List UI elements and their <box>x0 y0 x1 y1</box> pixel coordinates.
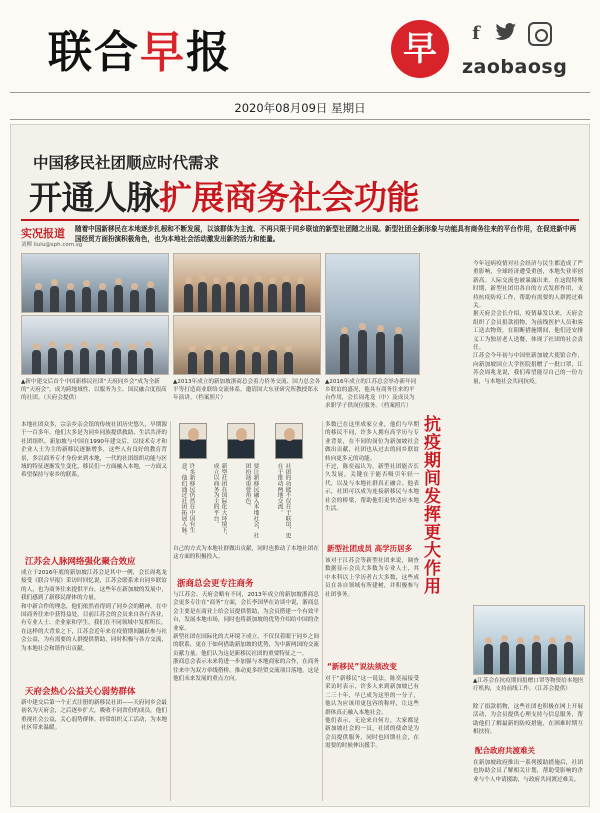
column-3d-text: 对于“新移民”这一说法，陈奕福接受采访时表示，许多人来到新加坡已有二三十年，早已成为这里的一分子，他认为应该用更包容的称呼，让这些群体真正融入本地社会。 <box>325 676 419 716</box>
section-label: 实况报道 <box>21 227 65 240</box>
column-4e-text: 在新加坡政府推出一系列援助措施后，社团也协助会员了解相关计划，帮助受影响的企业与个人申请援助，与政府共同渡过难关。 <box>473 760 583 783</box>
headshot-li <box>275 423 303 459</box>
article-column-4c <box>473 759 583 803</box>
pull-quote-4: 社团的功能不仅在于联谊，更在于推动两地交流。 <box>276 463 290 539</box>
pull-quote-1: 许多新移民仍然在中国有生意，他们通过社团拓展人脉。 <box>180 463 194 539</box>
masthead-divider <box>10 92 590 93</box>
photo-caption-donation: ▲江苏会在抗疫期间捐赠口罩等物资给本地医疗机构，支持前线工作。（江苏会提供） <box>473 678 584 692</box>
zaobao-badge-icon[interactable]: 早 <box>391 20 449 78</box>
article-column-4b <box>473 703 583 743</box>
pull-quote-3: 要让新移民融入本地社会，社团扮演重要角色。 <box>244 463 258 539</box>
pull-quote-2: 新型社团在国际化大环境下，成立以商务为主的平台。 <box>212 463 226 539</box>
column-4b-text: 据天府会会长介绍，疫情暴发以来，天府会组织了会员捐款捐物，为前线医护人员和客工送去物资，在阻断措施期间，他们还安排义工为独居老人送餐，体现了社团的社会责任。 <box>473 311 583 352</box>
column-1c-text: 和中新合作的理念，他们依然看得到了同乡会的精神，在中国商务往来中获得益处。目前江苏会的会员来自各行各业，有专业人士、企业家和学生，我们在不同领域中发挥所长。 <box>21 603 167 627</box>
publication-date: 2020年08月09日 星期日 <box>234 101 366 115</box>
column-4a-text: 今年冠病疫情对社会经济与民生都造成了严重影响，全球经济遭受重创，本地失业率创新高。人际交流也被暴露出来。在这段特殊时期，新型社团用各自的方式发挥作用，支持抗疫防疫工作，帮助有需要的人群渡过难关。 <box>473 261 583 310</box>
masthead <box>0 0 600 92</box>
article-headline <box>29 172 419 219</box>
logo-text-2: 报 <box>186 27 232 78</box>
instagram-icon[interactable] <box>528 22 552 46</box>
column-1-text: 本地社团众多，宗亲乡亲会馆的传统社团历史悠久，早期源于一百多年，他们大多是为同乡同族提供救助、生活共济的社团组织。新加坡与中国在1990年建交后，以技术专才和企业人士为主的新移民逐渐增多，这些人有良好的教育背景，多以商务专才身份来到本地，一代的社团组织功能与区域的特征逐渐发生变化，移民们一方面融入本地，一方面又希望保持与家乡的联系。 <box>21 422 167 479</box>
newspaper-page-scan <box>10 124 590 807</box>
article-column-4 <box>473 260 583 600</box>
column-4d-text: 除了捐款捐物，这些社团也积极在网上开展活动，为会员提供心理支持与信息服务，帮助他们了解最新的防疫措施，在困难时期互相扶持。 <box>473 704 583 736</box>
headline-part-2: 扩展商务社会功能 <box>159 178 419 217</box>
subhead-cooperate: 配合政府共渡难关 <box>475 746 535 755</box>
photo-donation <box>473 605 585 675</box>
byline: 刘柳 liulu@sph.com.sg <box>21 242 83 248</box>
subhead-immigrant-term: “新移民”说法须改变 <box>327 662 397 671</box>
column-2a-text: 自己的方式为本地社群做出贡献，同时也推动了本地社团在这方面的积极投入。 <box>173 546 319 561</box>
logo-text-1: 联合 <box>48 27 140 78</box>
column-1e-text: 新中建交后第一个正式注册的新移民社团——天府同乡会最初名为天府会，之后逐步扩大，吸收不同省份的成员。他们重视社会公益，关心弱势群体，经常组织义工活动，为本地社区带来温暖。 <box>21 700 167 732</box>
vertical-headline: 抗疫期间发挥更大作用 <box>420 415 440 595</box>
column-1d-text: 在这样的大背景之下，江苏会近年来在疫情期间踊跃参与社会公益，为有需要的人群提供帮助，同时积极与各方交流，为本地社会和谐作出贡献。 <box>21 628 167 652</box>
article-column-1 <box>21 421 167 551</box>
article-column-2b <box>173 591 319 803</box>
facebook-icon[interactable]: f <box>472 23 480 44</box>
photo-caption-3: ▲2016年成立的江苏总会举办新年同乡联谊的盛况，他具有商务往来的平台作用，会长周兆龙（中）及成员为求职学子供岗位服务。（档案照片） <box>325 379 417 409</box>
column-2d-text: 浙商总会表示未来将进一步加强与本地商家的合作，在商务往来中为双方牵线搭桥，推动更多经贸交流项目落地，这是他们未来发展的重点方向。 <box>173 659 319 683</box>
column-4c-text: 江苏会今年初与中国驻新加坡大使馆合作，向新加坡国立大学医院捐赠了一批口罩，江苏会周兆龙说，我们希望能尽自己的一份力量，与本地社会共同抗疫。 <box>473 353 583 385</box>
subhead-zhejiang: 浙商总会更专注商务 <box>177 579 254 589</box>
newspaper-logo[interactable] <box>48 16 232 80</box>
column-1b-text: 成立于2016年底的新加坡江苏会是其中一例，会长周兆龙接受《联合早报》采访时回忆说，江苏会联系来自同乡联谊的人，也为商务往来提供平台，这些年在新加坡的发展中，我们感到了新移民群体的力量。 <box>21 570 167 602</box>
subhead-tianfu: 天府会热心公益关心弱势群体 <box>25 687 136 697</box>
headline-part-1: 开通人脉 <box>29 178 159 217</box>
article-lead: 随着中国新移民在本地逐步扎根和不断发展，以该群体为主流、不再只限于同乡联谊的新型社团随之出现。新型社团全新形象与功能具有商务往来的平台作用，在促进新中两国经贸方面扮演积极角色，也为本地社会活动激发出新的活力和能量。 <box>75 225 577 243</box>
subhead-newtype: 新型社团成员 高学历居多 <box>327 544 413 553</box>
logo-text-red: 早 <box>140 27 186 78</box>
article-column-3c <box>325 675 419 803</box>
column-3c-text: 该对于江苏会等新型社团来说，调查数据显示会员大多数为专业人士，其中本科以上学历者占大多数，这些成员在各自领域有所建树，并积极参与社团事务。 <box>325 558 419 598</box>
headline-rule <box>21 219 579 221</box>
date-divider <box>10 119 590 120</box>
article-kicker: 中国移民社团顺应时代需求 <box>33 154 220 172</box>
column-3e-text: 他们表示，无论来自何方，大家都是新加坡社会的一员，社团的使命是为会员提供服务，同时也回馈社会，在需要的时候伸出援手。 <box>325 718 419 750</box>
column-3b-text: 不过，陈奕福认为，新型社团能否长久发展，关键在于能否吸引年轻一代，以及与本地社群真正融合。他表示，社团可以成为连接新移民与本地社会的桥梁，帮助他们更快适应本地生活。 <box>325 464 419 513</box>
headshot-chen <box>179 423 207 459</box>
article-column-3b <box>325 557 419 657</box>
subhead-jiangsu: 江苏会人脉网络强化聚合效应 <box>25 557 136 567</box>
article-column-1c <box>21 699 167 803</box>
article-column-1b <box>21 569 167 681</box>
photo-caption-2: ▲2013年成立的新加坡浙商总会着力侨务交流、国力总会各平等打造商业联络交流体系，邀请国大东亚研究所教授郑永年演讲。（档案照片） <box>173 379 321 401</box>
photo-zhejiang-lecture <box>173 315 321 375</box>
column-2b-text: 与江苏会、天府会略有不同，2013年成立的新加坡浙商总会更多专注在“商务”方面，会长李国华在访谈中说，浙商总会主要是在商业上给会员提供帮助，为会员搭建一个有效平台，发展本地市场，同时也将新加坡的优势介绍给中国的企业家。 <box>173 592 319 632</box>
twitter-icon[interactable] <box>494 22 518 46</box>
article-column-2 <box>173 545 319 573</box>
photo-tianfu-gathering <box>21 253 169 313</box>
photo-tianfu-volunteers <box>21 315 169 375</box>
photo-jiangsu-leaders <box>325 253 420 375</box>
headshot-zhou <box>227 423 255 459</box>
social-links <box>460 22 560 50</box>
column-2c-text: 新型社团在国际化的大环境下成立，不仅仅着眼于同乡之间的联系，更在于如何借助新加坡的优势，为中新两国的交流贡献力量。他们认为这是新移民社团的重要特征之一。 <box>173 634 319 657</box>
article-column-3 <box>325 421 419 541</box>
photo-zhejiang-association <box>173 253 321 313</box>
photo-caption-1: ▲新中建交后首个中国新移民社团“天府同乡会”成为全新的“天府会”，成为跨地域性、以服务为主、国民融合度很高的社团。（天府会提供） <box>21 379 167 401</box>
site-name[interactable]: zaobaosg <box>462 56 568 78</box>
column-3a-text: 多数已在这里成家立业，他们与早期的移民不同，许多人拥有高学历与专业背景，在不同的岗位为新加坡社会做出贡献，社团也从过去的同乡联谊转向更多元的功能。 <box>325 422 419 462</box>
